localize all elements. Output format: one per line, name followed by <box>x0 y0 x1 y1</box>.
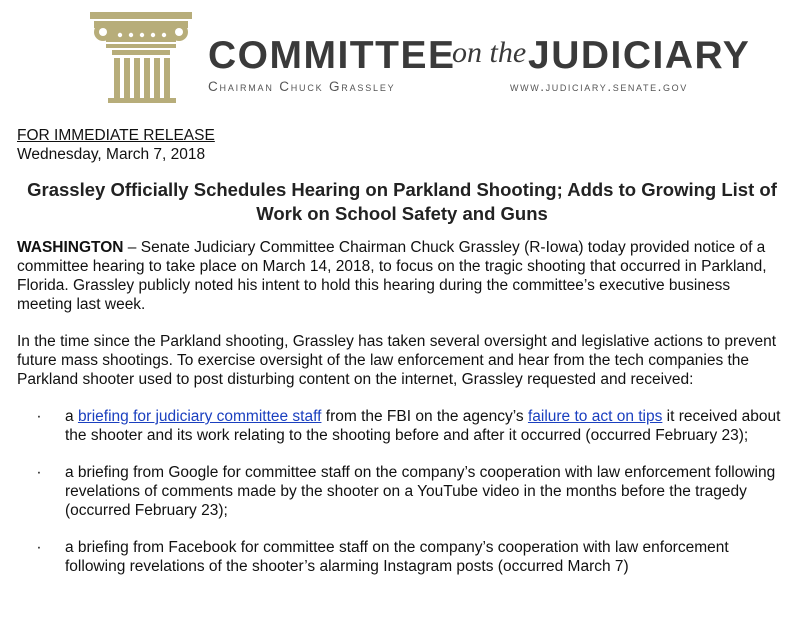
list-item <box>17 407 787 445</box>
release-label: FOR IMMEDIATE RELEASE <box>17 127 215 144</box>
bullet-text: from the FBI on the agency’s <box>321 408 528 425</box>
paragraph-intro <box>17 238 787 314</box>
committee-title: COMMITTEE <box>208 34 456 77</box>
website-subtitle: www.judiciary.senate.gov <box>510 79 688 94</box>
bullet-text: a <box>65 408 78 425</box>
list-item <box>17 538 787 576</box>
bullet-text: it received about the shooter and its work relating to the shooting before and after it occurred (occurred February 23); <box>65 408 781 444</box>
failure-to-act-link[interactable]: failure to act on tips <box>527 408 663 425</box>
bullet-icon: · <box>36 408 42 425</box>
bullet-text: a briefing from Google for committee staff on the company’s cooperation with law enforcement following revelations of comments made by the shooter on a YouTube video in the months before the tragedy (occurred February 23); <box>65 464 776 519</box>
paragraph-intro-text: – Senate Judiciary Committee Chairman Chuck Grassley (R-Iowa) today provided notice of a committee hearing to take place on March 14, 2018, to focus on the tragic shooting that occurred in Parkland, Florida. Grassley publicly noted his intent to hold this hearing during the committee’s executive business meeting last week. <box>17 239 767 313</box>
press-release-body <box>17 126 787 594</box>
column-logo-icon <box>86 8 196 106</box>
bullet-text: a briefing from Facebook for committee staff on the company’s cooperation with law enforcement following revelations of the shooter’s alarming Instagram posts (occurred March 7) <box>65 539 729 575</box>
chairman-subtitle: Chairman Chuck Grassley <box>208 79 396 94</box>
dateline: WASHINGTON <box>17 239 124 256</box>
judiciary-title: JUDICIARY <box>528 34 751 77</box>
briefing-link[interactable]: briefing for judiciary committee staff <box>77 408 322 425</box>
bullet-icon: · <box>36 539 42 556</box>
list-item <box>17 463 787 520</box>
letterhead <box>0 0 802 115</box>
release-date: Wednesday, March 7, 2018 <box>17 146 206 163</box>
paragraph-actions: In the time since the Parkland shooting, Grassley has taken several oversight and legislative actions to prevent future mass shootings. To exercise oversight of the law enforcement and hear from the tech companies the Parkland shooter used to post disturbing content on the internet, Grassley requested and received: <box>17 333 777 388</box>
bullet-icon: · <box>36 464 42 481</box>
title-connector: on the <box>452 36 527 69</box>
headline: Grassley Officially Schedules Hearing on Parkland Shooting; Adds to Growing List of Work on School Safety and Guns <box>27 179 777 224</box>
